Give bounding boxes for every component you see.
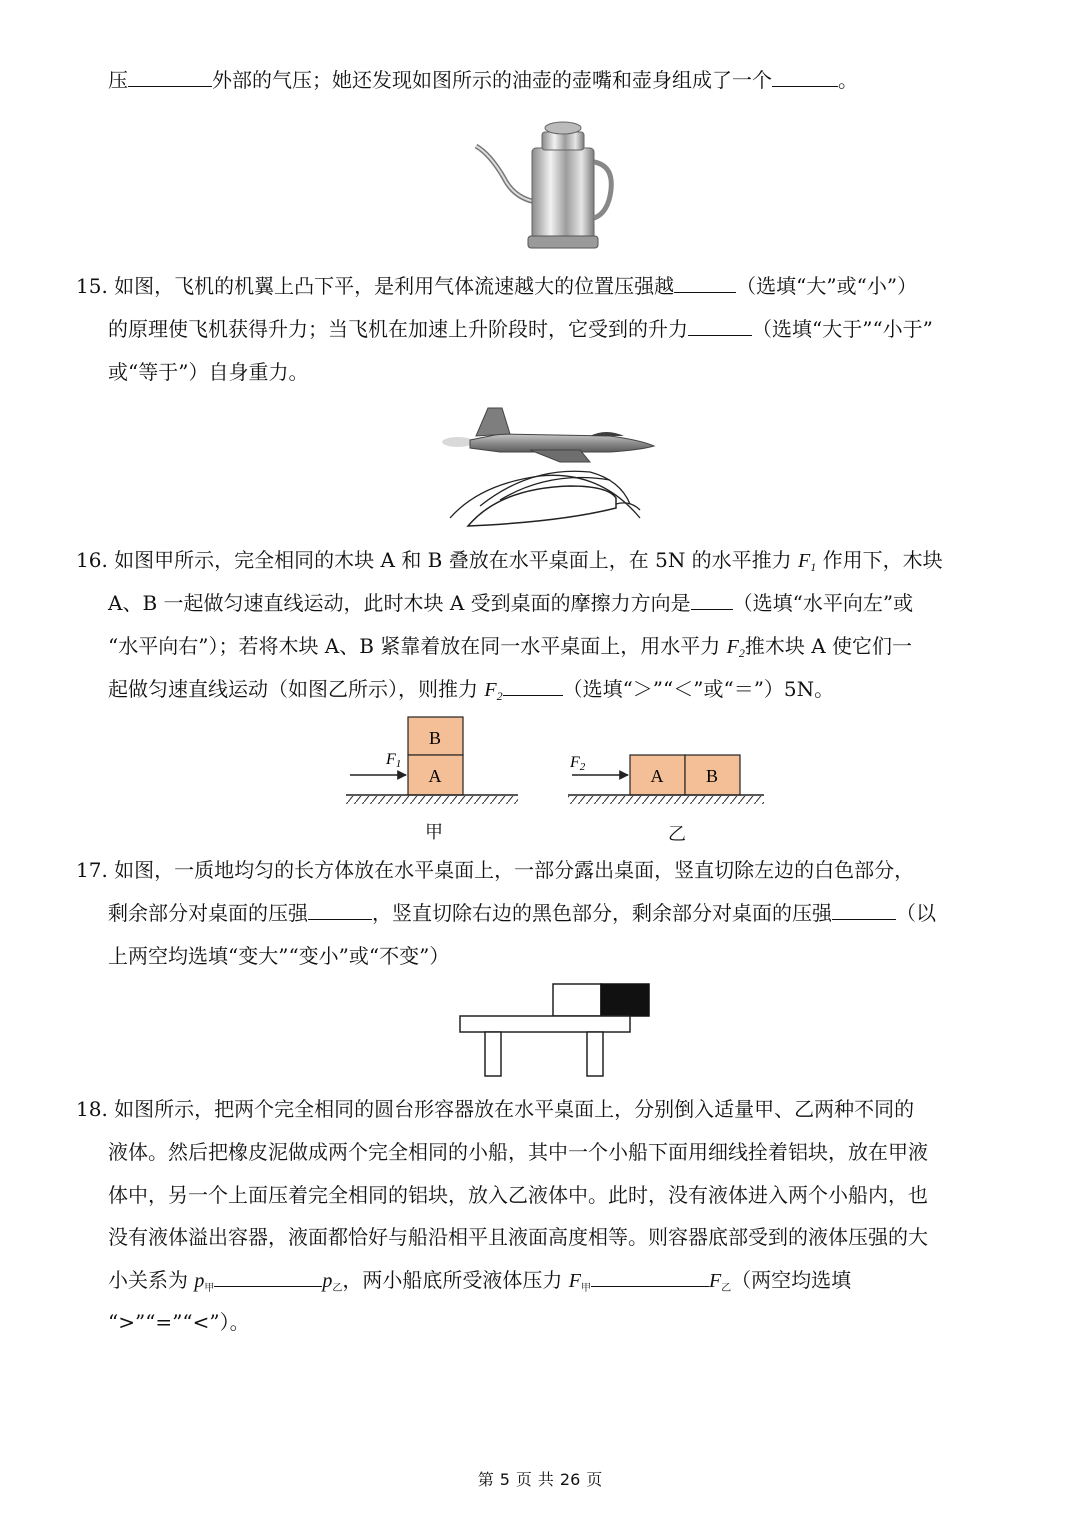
q15-line-1: 15. 如图，飞机的机翼上凸下平，是利用气体流速越大的位置压强越 （选填“大”或“小”）: [76, 274, 918, 298]
blocks-figure: [340, 712, 780, 840]
q15-line-3: 或“等于”）自身重力。: [108, 360, 309, 384]
q14-tail-line: 压 外部的气压；她还发现如图所示的油壶的壶嘴和壶身组成了一个 。: [108, 68, 858, 92]
force-label: F2: [570, 754, 586, 773]
caption-yi: 乙: [668, 824, 686, 845]
block-b-label: B: [428, 728, 442, 748]
block-b-label: B: [705, 766, 719, 786]
q16-line-1: 16. 如图甲所示，完全相同的木块 A 和 B 叠放在水平桌面上，在 5N 的水平推力 $F_1$ 作用下，木块: [76, 548, 943, 574]
figure-jia: [346, 717, 518, 804]
answer-blank[interactable]: [674, 272, 736, 293]
q18-line-1: 18. 如图所示，把两个完全相同的圆台形容器放在水平桌面上，分别倒入适量甲、乙两种不同的: [76, 1097, 915, 1121]
q15-line-2: 的原理使飞机获得升力；当飞机在加速上升阶段时，它受到的升力 （选填“大于”“小于”: [108, 317, 933, 341]
total-pages: 26: [559, 1470, 581, 1489]
black-part: [601, 984, 649, 1016]
q17-line-1: 17. 如图，一质地均匀的长方体放在水平桌面上，一部分露出桌面，竖直切除左边的白色部分，: [76, 858, 915, 882]
table-with-block-figure: [455, 980, 655, 1080]
q18-line-3: 体中，另一个上面压着完全相同的铝块，放入乙液体中。此时，没有液体进入两个小船内，也: [108, 1183, 928, 1207]
q18-line-2: 液体。然后把橡皮泥做成两个完全相同的小船，其中一个小船下面用细线拴着铝块，放在甲液: [108, 1140, 928, 1164]
caption-jia: 甲: [425, 822, 443, 843]
answer-blank[interactable]: [691, 589, 733, 610]
white-part: [553, 984, 601, 1016]
block-a-label: A: [428, 766, 442, 786]
q17-line-2: 剩余部分对桌面的压强 ，竖直切除右边的黑色部分，剩余部分对桌面的压强 （以: [108, 901, 936, 925]
q16-line-4: 起做匀速直线运动（如图乙所示），则推力 $F_2$ （选填“＞”“＜”或“＝”）5N。: [108, 677, 835, 703]
q17-line-3: 上两空均选填“变大”“变小”或“不变”）: [108, 944, 450, 968]
page-number: 5: [499, 1470, 510, 1489]
q16-line-3: “水平向右”）；若将木块 A、B 紧靠着放在同一水平桌面上，用水平力 $F_2$推木块 A 使它们一: [108, 634, 913, 660]
q18-line-6: “>”“=”“<”）。: [108, 1310, 250, 1334]
answer-blank[interactable]: [832, 899, 896, 920]
q16-line-2: A、B 一起做匀速直线运动，此时木块 A 受到桌面的摩擦力方向是 （选填“水平向左”或: [108, 591, 914, 615]
block-a-label: A: [650, 766, 664, 786]
table-top: [460, 1016, 630, 1032]
answer-blank[interactable]: [772, 66, 838, 87]
airplane-wing-figure: [440, 400, 660, 532]
oil-pot-figure: [470, 118, 620, 253]
answer-blank[interactable]: [214, 1266, 322, 1287]
answer-blank[interactable]: [128, 66, 212, 87]
force-label: F1: [386, 751, 402, 770]
answer-blank[interactable]: [688, 315, 752, 336]
answer-blank[interactable]: [308, 899, 372, 920]
q18-line-5: 小关系为 $p_甲$ $p_乙$，两小船底所受液体压力 $F_甲$ $F_乙$（两空均选填: [108, 1268, 852, 1294]
answer-blank[interactable]: [591, 1266, 709, 1287]
figure-yi: [568, 754, 764, 804]
page-footer: 第 5 页 共 26 页: [477, 1470, 603, 1489]
answer-blank[interactable]: [503, 675, 563, 696]
q18-line-4: 没有液体溢出容器，液面都恰好与船沿相平且液面高度相等。则容器底部受到的液体压强的大: [108, 1225, 928, 1249]
